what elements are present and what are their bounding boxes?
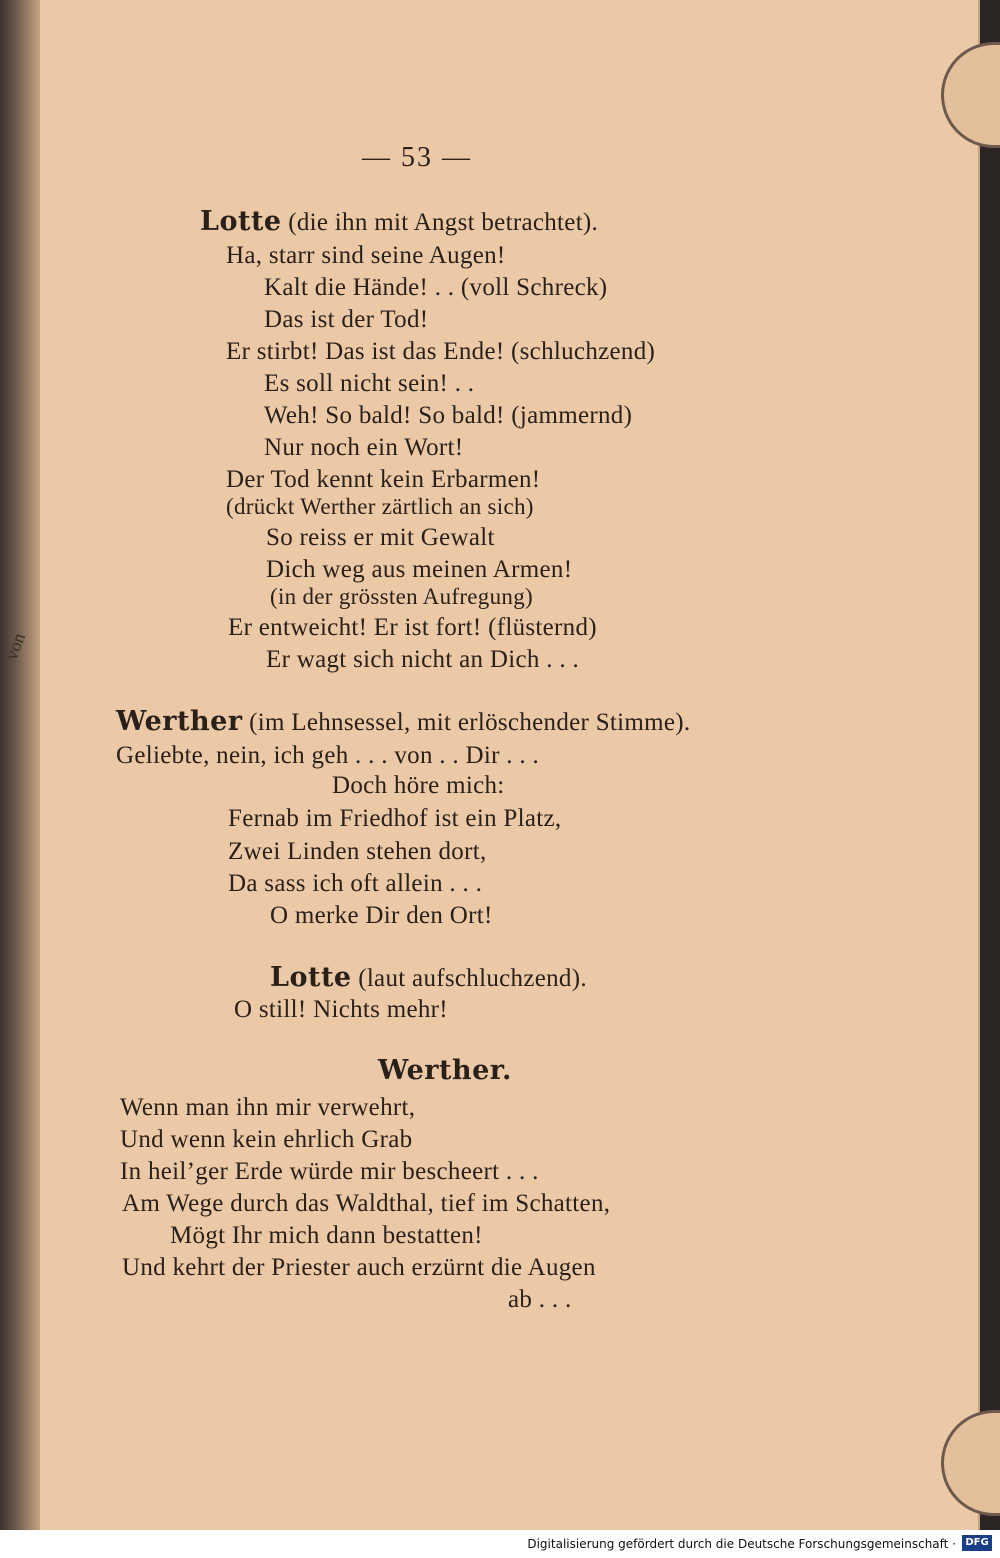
- page-number: — 53 —: [362, 142, 472, 173]
- verse-line: Doch höre mich:: [332, 772, 505, 799]
- speaker-name: Werther: [116, 706, 243, 737]
- verse-line: Er entweicht! Er ist fort! (flüsternd): [228, 614, 597, 641]
- stage-direction: (die ihn mit Angst betrachtet).: [288, 209, 599, 236]
- verse-line: O still! Nichts mehr!: [234, 996, 448, 1023]
- verse-line: In heil’ger Erde würde mir bescheert . . .: [120, 1158, 539, 1185]
- verse-line: Der Tod kennt kein Erbarmen!: [226, 466, 541, 493]
- margin-fragment: von: [1, 630, 30, 663]
- verse-line: Zwei Linden stehen dort,: [228, 838, 487, 865]
- stage-direction: (drückt Werther zärtlich an sich): [226, 494, 534, 519]
- verse-line: Kalt die Hände! . . (voll Schreck): [264, 274, 608, 301]
- verse-line: Fernab im Friedhof ist ein Platz,: [228, 805, 562, 832]
- funding-notice: Digitalisierung gefördert durch die Deutsche Forschungsgemeinschaft ·: [527, 1537, 956, 1551]
- verse-line: Wenn man ihn mir verwehrt,: [120, 1094, 416, 1121]
- verse-line: Am Wege durch das Waldthal, tief im Schatten,: [122, 1190, 611, 1217]
- speaker-line-1: [200, 206, 598, 237]
- footer-bar: [0, 1530, 1000, 1558]
- verse-line: Weh! So bald! So bald! (jammernd): [264, 402, 633, 429]
- speaker-line-2: [116, 706, 690, 737]
- stage-direction: (im Lehnsessel, mit erlöschender Stimme).: [249, 709, 691, 736]
- speaker-line-3: [270, 962, 587, 993]
- stage-direction: (in der grössten Aufregung): [270, 584, 533, 609]
- verse-line: Ha, starr sind seine Augen!: [226, 242, 506, 269]
- speaker-name: Lotte: [270, 962, 352, 993]
- verse-line: Er wagt sich nicht an Dich . . .: [266, 646, 579, 673]
- verse-line: Es soll nicht sein! . .: [264, 370, 475, 397]
- verse-line: Dich weg aus meinen Armen!: [266, 556, 573, 583]
- verse-line: Geliebte, nein, ich geh . . . von . . Dir . . .: [116, 742, 540, 769]
- speaker-heading: Werther.: [378, 1055, 512, 1086]
- speaker-name: Lotte: [200, 206, 282, 237]
- book-gutter: [0, 0, 40, 1530]
- verse-line: Und kehrt der Priester auch erzürnt die Augen: [122, 1254, 596, 1281]
- verse-line: Da sass ich oft allein . . .: [228, 870, 483, 897]
- dfg-logo: DFG: [962, 1535, 992, 1551]
- verse-line: Und wenn kein ehrlich Grab: [120, 1126, 413, 1153]
- verse-line: Mögt Ihr mich dann bestatten!: [170, 1222, 483, 1249]
- verse-line: So reiss er mit Gewalt: [266, 524, 495, 551]
- verse-line: Das ist der Tod!: [264, 306, 429, 333]
- verse-line: O merke Dir den Ort!: [270, 902, 493, 929]
- verse-line: ab . . .: [508, 1286, 572, 1313]
- stage-direction: (laut aufschluchzend).: [358, 965, 587, 992]
- verse-line: Nur noch ein Wort!: [264, 434, 464, 461]
- verse-line: Er stirbt! Das ist das Ende! (schluchzend): [226, 338, 656, 365]
